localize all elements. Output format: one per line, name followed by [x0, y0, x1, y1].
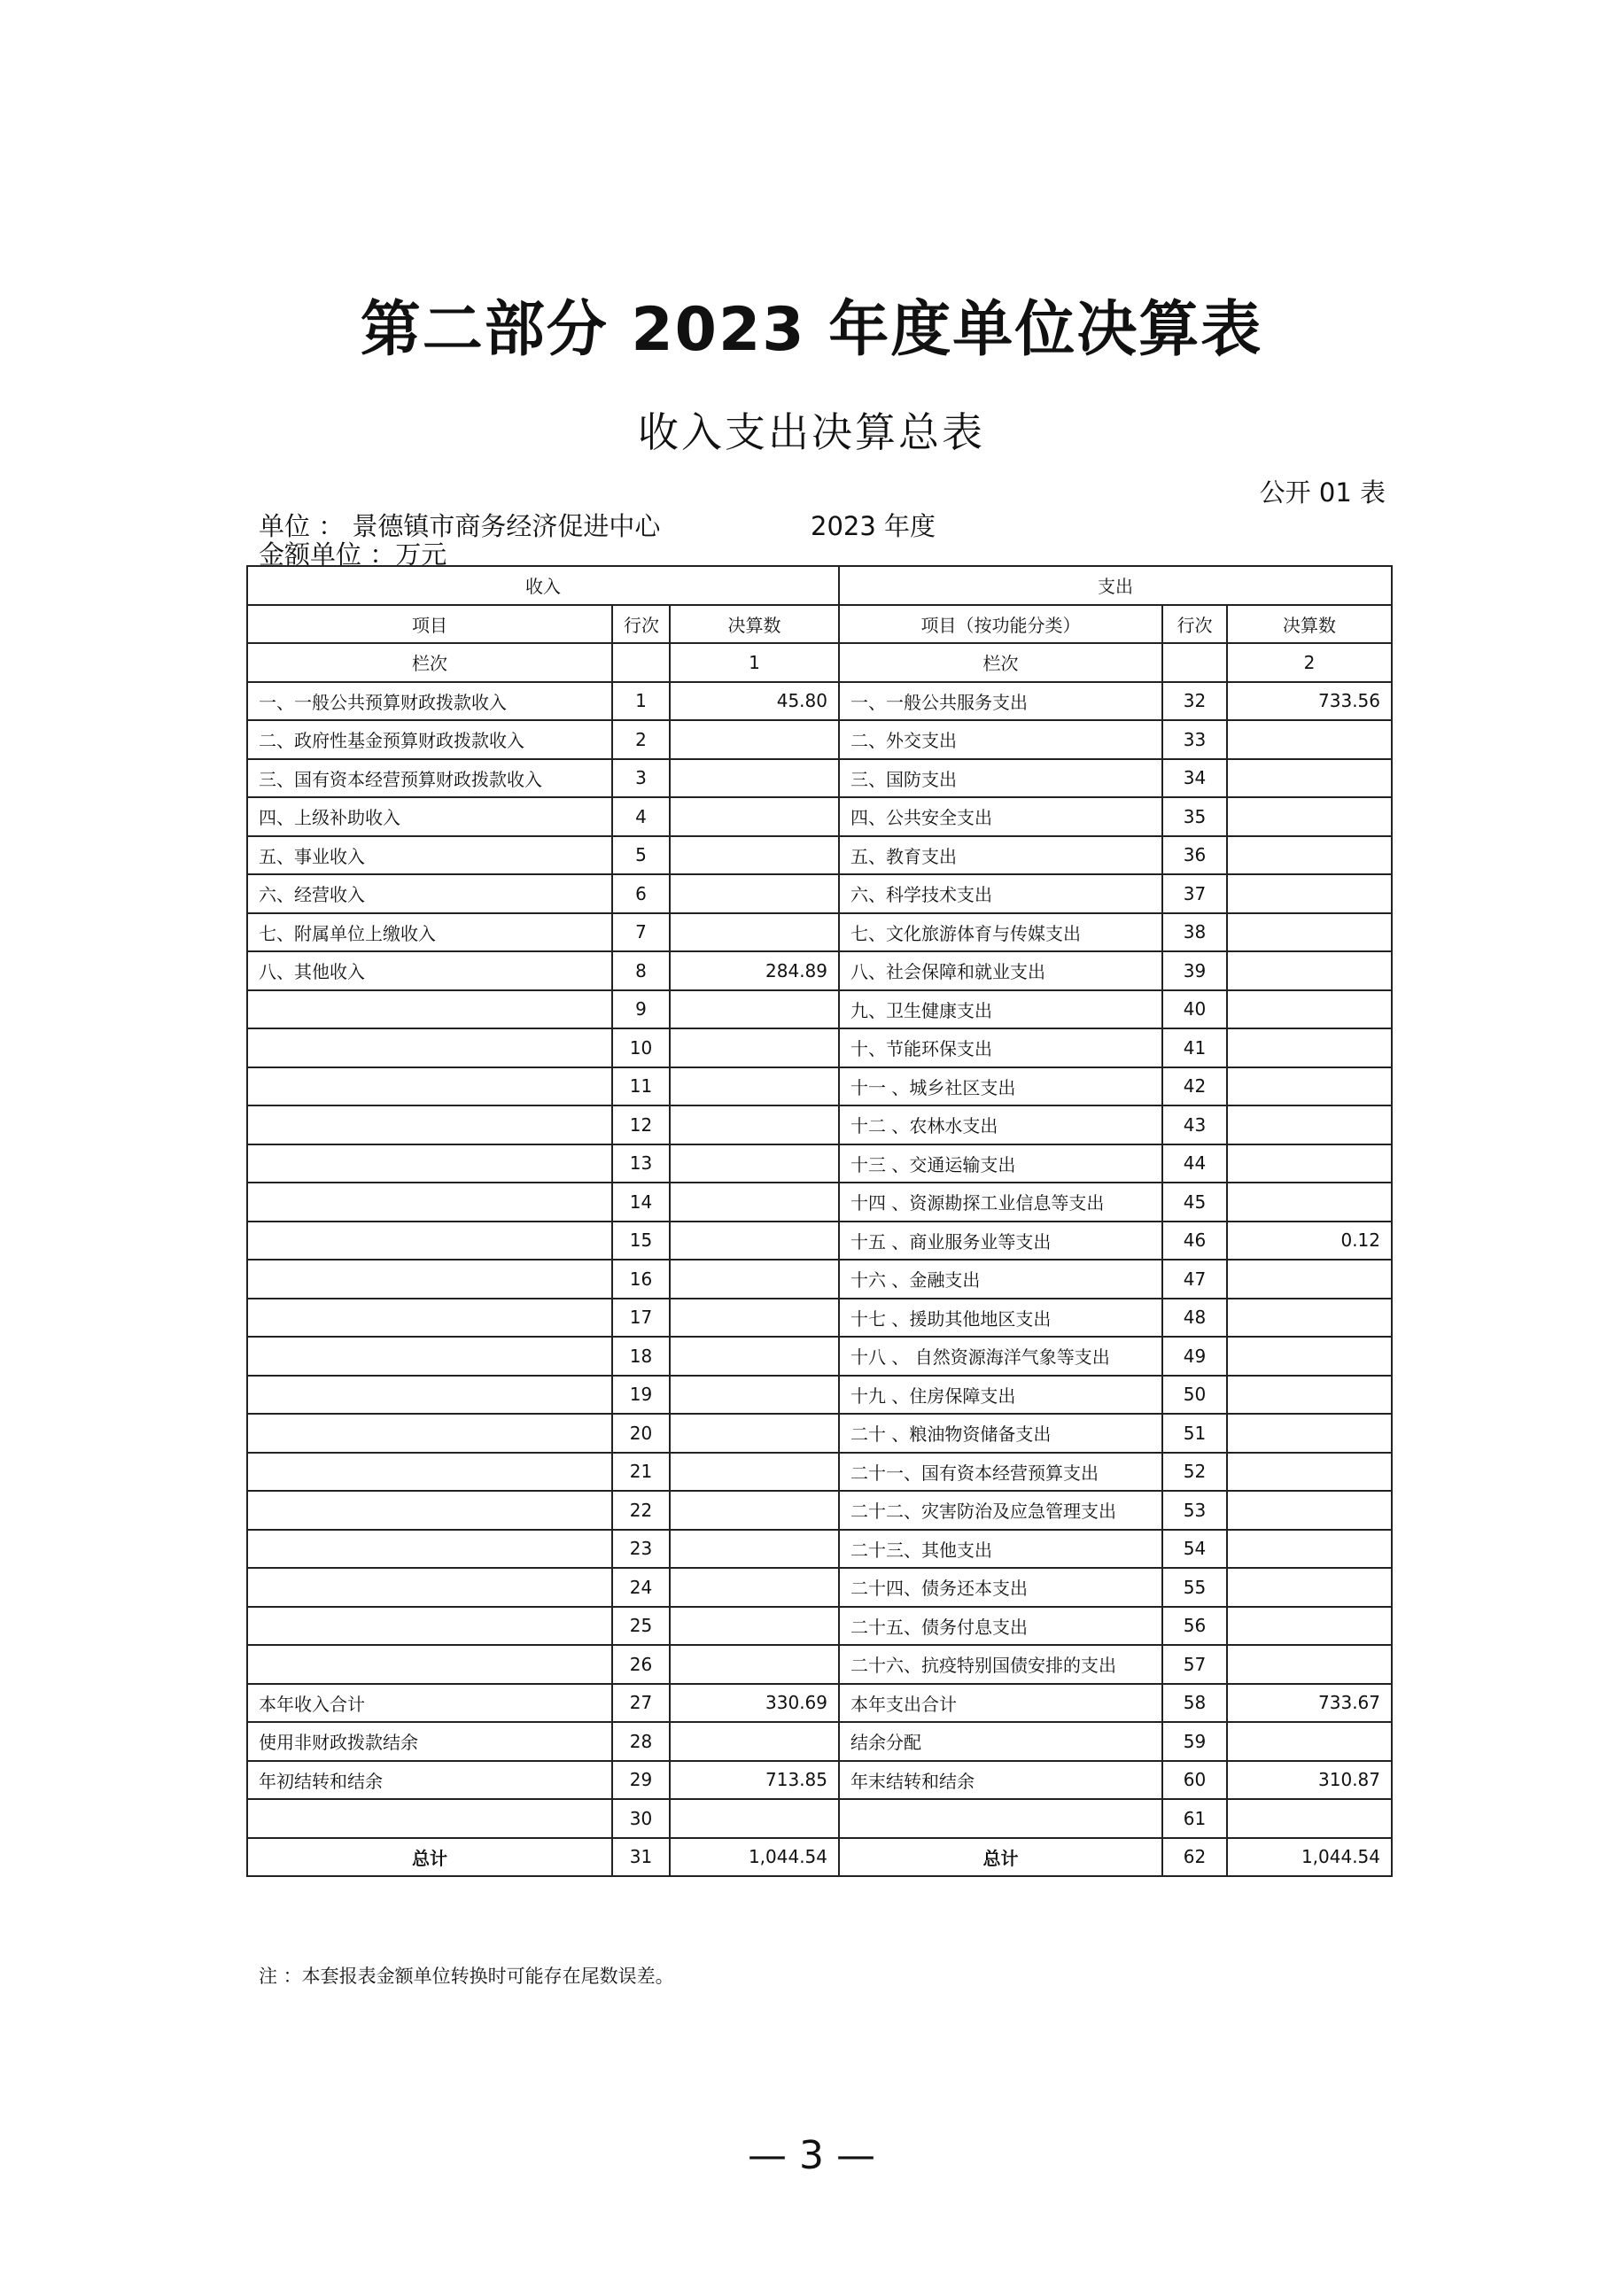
expense-amount-cell: 1,044.54	[1227, 1838, 1392, 1877]
income-item-cell	[247, 1568, 612, 1607]
income-row-number-cell: 12	[612, 1105, 670, 1144]
income-item-cell	[247, 1414, 612, 1453]
table-row	[247, 951, 1392, 990]
table-row	[247, 1105, 1392, 1144]
income-row-number-cell: 24	[612, 1568, 670, 1607]
table-row	[247, 1722, 1392, 1761]
income-row-number-cell: 26	[612, 1645, 670, 1684]
expense-item-cell: 十一 、城乡社区支出	[839, 1067, 1162, 1106]
expense-amount-cell	[1227, 1183, 1392, 1222]
income-item-cell	[247, 1607, 612, 1646]
income-item-cell	[247, 1067, 612, 1106]
income-item-cell	[247, 1376, 612, 1415]
section-header-row	[247, 566, 1392, 605]
expense-amount-cell	[1227, 1299, 1392, 1338]
expense-item-cell: 八、社会保障和就业支出	[839, 951, 1162, 990]
income-item-cell: 七、附属单位上缴收入	[247, 913, 612, 952]
expense-header: 支出	[839, 566, 1392, 605]
expense-item-cell: 十六 、金融支出	[839, 1260, 1162, 1299]
table-row	[247, 990, 1392, 1029]
income-amount-cell	[670, 1376, 839, 1415]
income-row-number-cell: 29	[612, 1761, 670, 1800]
income-amount-cell: 45.80	[670, 682, 839, 721]
expense-row-number-cell: 55	[1162, 1568, 1227, 1607]
income-amount-cell	[670, 990, 839, 1029]
expense-row-number-cell: 54	[1162, 1530, 1227, 1569]
expense-amount-cell: 310.87	[1227, 1761, 1392, 1800]
table-row	[247, 1761, 1392, 1800]
expense-amount-cell	[1227, 1568, 1392, 1607]
expense-row-number-cell: 52	[1162, 1453, 1227, 1492]
expense-amount-cell	[1227, 951, 1392, 990]
expense-item-cell: 十八 、 自然资源海洋气象等支出	[839, 1337, 1162, 1376]
table-row	[247, 1299, 1392, 1338]
income-item-cell	[247, 1183, 612, 1222]
income-item-cell: 六、经营收入	[247, 874, 612, 913]
table-row	[247, 1607, 1392, 1646]
table-row	[247, 1144, 1392, 1183]
table-row	[247, 1491, 1392, 1530]
income-amount-cell	[670, 1645, 839, 1684]
expense-amount-cell	[1227, 1453, 1392, 1492]
income-row-number-cell: 31	[612, 1838, 670, 1877]
table-row	[247, 1376, 1392, 1415]
income-amount-cell	[670, 874, 839, 913]
income-row-number-cell: 23	[612, 1530, 670, 1569]
table-row	[247, 797, 1392, 836]
income-amount-cell	[670, 1568, 839, 1607]
column-header-row	[247, 605, 1392, 644]
expense-row-number-cell: 57	[1162, 1645, 1227, 1684]
income-amount-cell	[670, 1028, 839, 1067]
expense-item-cell: 二十五、债务付息支出	[839, 1607, 1162, 1646]
expense-item-cell: 总计	[839, 1838, 1162, 1877]
income-item-cell	[247, 990, 612, 1029]
expense-amount-cell	[1227, 1260, 1392, 1299]
expense-row-number-cell: 60	[1162, 1761, 1227, 1800]
lanci-right-number: 2	[1227, 643, 1392, 682]
income-row-number-cell: 1	[612, 682, 670, 721]
expense-row-number-cell: 40	[1162, 990, 1227, 1029]
income-item-cell	[247, 1222, 612, 1260]
income-amount-cell	[670, 1799, 839, 1838]
income-row-number-cell: 19	[612, 1376, 670, 1415]
expense-row-number-cell: 34	[1162, 759, 1227, 798]
expense-amount-cell	[1227, 1028, 1392, 1067]
expense-row-number-cell: 43	[1162, 1105, 1227, 1144]
income-amount-cell	[670, 1453, 839, 1492]
income-item-cell: 总计	[247, 1838, 612, 1877]
expense-row-number-cell: 38	[1162, 913, 1227, 952]
income-row-number-cell: 30	[612, 1799, 670, 1838]
expense-item-cell: 十、节能环保支出	[839, 1028, 1162, 1067]
expense-item-cell	[839, 1799, 1162, 1838]
expense-row-number-cell: 44	[1162, 1144, 1227, 1183]
lanci-blank-right	[1162, 643, 1227, 682]
expense-item-cell: 二十 、粮油物资储备支出	[839, 1414, 1162, 1453]
expense-row-number-cell: 33	[1162, 720, 1227, 759]
income-row-number-cell: 13	[612, 1144, 670, 1183]
table-row	[247, 1530, 1392, 1569]
income-item-cell	[247, 1105, 612, 1144]
expense-amount-cell	[1227, 1607, 1392, 1646]
expense-item-cell: 年末结转和结余	[839, 1761, 1162, 1800]
income-row-number-cell: 25	[612, 1607, 670, 1646]
lanci-label-right: 栏次	[839, 643, 1162, 682]
expense-row-number-cell: 51	[1162, 1414, 1227, 1453]
table-row	[247, 1414, 1392, 1453]
unit-name: 单位 ： 景德镇市商务经济促进中心	[259, 511, 661, 541]
expense-row-number-cell: 56	[1162, 1607, 1227, 1646]
income-amount-cell	[670, 836, 839, 875]
income-item-cell	[247, 1144, 612, 1183]
income-row-number-cell: 4	[612, 797, 670, 836]
col-row-header: 行次	[612, 605, 670, 644]
table-row	[247, 1645, 1392, 1684]
expense-amount-cell	[1227, 836, 1392, 875]
expense-row-number-cell: 35	[1162, 797, 1227, 836]
expense-item-cell: 本年支出合计	[839, 1684, 1162, 1723]
income-row-number-cell: 27	[612, 1684, 670, 1723]
col-amount-header-right: 决算数	[1227, 605, 1392, 644]
expense-amount-cell	[1227, 1337, 1392, 1376]
income-row-number-cell: 11	[612, 1067, 670, 1106]
col-item-header: 项目	[247, 605, 612, 644]
expense-amount-cell	[1227, 797, 1392, 836]
expense-item-cell: 二十六、抗疫特别国债安排的支出	[839, 1645, 1162, 1684]
expense-amount-cell	[1227, 1799, 1392, 1838]
expense-item-cell: 九、卫生健康支出	[839, 990, 1162, 1029]
income-row-number-cell: 28	[612, 1722, 670, 1761]
income-amount-cell	[670, 759, 839, 798]
income-row-number-cell: 8	[612, 951, 670, 990]
income-amount-cell	[670, 1260, 839, 1299]
lanci-left-number: 1	[670, 643, 839, 682]
income-amount-cell	[670, 720, 839, 759]
page-title: 第二部分 2023 年度单位决算表	[360, 295, 1263, 365]
income-item-cell	[247, 1530, 612, 1569]
lanci-blank	[612, 643, 670, 682]
income-amount-cell	[670, 1530, 839, 1569]
expense-row-number-cell: 50	[1162, 1376, 1227, 1415]
income-item-cell: 八、其他收入	[247, 951, 612, 990]
footnote: 注 ：本套报表金额单位转换时可能存在尾数误差。	[259, 1966, 674, 1987]
expense-item-cell: 六、科学技术支出	[839, 874, 1162, 913]
expense-amount-cell	[1227, 1530, 1392, 1569]
income-header: 收入	[247, 566, 839, 605]
table-row	[247, 720, 1392, 759]
expense-item-cell: 二十一、国有资本经营预算支出	[839, 1453, 1162, 1492]
expense-row-number-cell: 32	[1162, 682, 1227, 721]
income-item-cell	[247, 1645, 612, 1684]
total-row	[247, 1838, 1392, 1877]
income-amount-cell	[670, 1183, 839, 1222]
expense-row-number-cell: 42	[1162, 1067, 1227, 1106]
table-row	[247, 874, 1392, 913]
expense-item-cell: 二十四、债务还本支出	[839, 1568, 1162, 1607]
expense-amount-cell: 0.12	[1227, 1222, 1392, 1260]
income-amount-cell	[670, 1414, 839, 1453]
table-row	[247, 759, 1392, 798]
expense-amount-cell	[1227, 1414, 1392, 1453]
table-row	[247, 1067, 1392, 1106]
expense-item-cell: 一、一般公共服务支出	[839, 682, 1162, 721]
expense-row-number-cell: 39	[1162, 951, 1227, 990]
column-number-row	[247, 643, 1392, 682]
fiscal-year: 2023 年度	[811, 511, 936, 541]
income-expense-table	[246, 565, 1393, 1877]
table-row	[247, 836, 1392, 875]
income-item-cell: 三、国有资本经营预算财政拨款收入	[247, 759, 612, 798]
income-amount-cell	[670, 797, 839, 836]
income-row-number-cell: 2	[612, 720, 670, 759]
table-row	[247, 1260, 1392, 1299]
expense-amount-cell	[1227, 913, 1392, 952]
income-item-cell: 二、政府性基金预算财政拨款收入	[247, 720, 612, 759]
income-item-cell: 年初结转和结余	[247, 1761, 612, 1800]
income-amount-cell: 1,044.54	[670, 1838, 839, 1877]
lanci-label: 栏次	[247, 643, 612, 682]
income-item-cell: 一、一般公共预算财政拨款收入	[247, 682, 612, 721]
income-item-cell	[247, 1453, 612, 1492]
expense-amount-cell	[1227, 1722, 1392, 1761]
expense-amount-cell: 733.56	[1227, 682, 1392, 721]
income-item-cell: 五、事业收入	[247, 836, 612, 875]
income-row-number-cell: 17	[612, 1299, 670, 1338]
table-row	[247, 1028, 1392, 1067]
expense-item-cell: 十九 、住房保障支出	[839, 1376, 1162, 1415]
income-row-number-cell: 9	[612, 990, 670, 1029]
income-row-number-cell: 14	[612, 1183, 670, 1222]
expense-item-cell: 七、文化旅游体育与传媒支出	[839, 913, 1162, 952]
income-row-number-cell: 21	[612, 1453, 670, 1492]
col-item-func-header: 项目（按功能分类）	[839, 605, 1162, 644]
income-item-cell	[247, 1028, 612, 1067]
expense-amount-cell	[1227, 874, 1392, 913]
expense-row-number-cell: 41	[1162, 1028, 1227, 1067]
income-amount-cell: 330.69	[670, 1684, 839, 1723]
income-row-number-cell: 20	[612, 1414, 670, 1453]
table-row	[247, 1568, 1392, 1607]
income-amount-cell	[670, 913, 839, 952]
income-amount-cell	[670, 1067, 839, 1106]
expense-item-cell: 十四 、资源勘探工业信息等支出	[839, 1183, 1162, 1222]
table-row	[247, 1684, 1392, 1723]
expense-item-cell: 二、外交支出	[839, 720, 1162, 759]
expense-amount-cell	[1227, 990, 1392, 1029]
income-item-cell: 四、上级补助收入	[247, 797, 612, 836]
expense-item-cell: 结余分配	[839, 1722, 1162, 1761]
expense-amount-cell	[1227, 1491, 1392, 1530]
expense-item-cell: 四、公共安全支出	[839, 797, 1162, 836]
income-item-cell: 本年收入合计	[247, 1684, 612, 1723]
income-row-number-cell: 3	[612, 759, 670, 798]
table-title: 收入支出决算总表	[638, 408, 985, 456]
expense-item-cell: 二十二、灾害防治及应急管理支出	[839, 1491, 1162, 1530]
income-row-number-cell: 5	[612, 836, 670, 875]
income-row-number-cell: 6	[612, 874, 670, 913]
expense-item-cell: 十五 、商业服务业等支出	[839, 1222, 1162, 1260]
table-row	[247, 1222, 1392, 1260]
income-item-cell	[247, 1337, 612, 1376]
expense-row-number-cell: 62	[1162, 1838, 1227, 1877]
income-amount-cell	[670, 1144, 839, 1183]
income-item-cell	[247, 1799, 612, 1838]
income-row-number-cell: 22	[612, 1491, 670, 1530]
table-row	[247, 682, 1392, 721]
expense-item-cell: 三、国防支出	[839, 759, 1162, 798]
income-item-cell: 使用非财政拨款结余	[247, 1722, 612, 1761]
expense-row-number-cell: 59	[1162, 1722, 1227, 1761]
income-item-cell	[247, 1491, 612, 1530]
form-number: 公开 01 表	[1259, 477, 1386, 508]
income-amount-cell	[670, 1105, 839, 1144]
expense-item-cell: 十二 、农林水支出	[839, 1105, 1162, 1144]
income-row-number-cell: 7	[612, 913, 670, 952]
income-item-cell	[247, 1260, 612, 1299]
expense-row-number-cell: 46	[1162, 1222, 1227, 1260]
income-row-number-cell: 18	[612, 1337, 670, 1376]
expense-amount-cell	[1227, 759, 1392, 798]
expense-row-number-cell: 61	[1162, 1799, 1227, 1838]
page-number: — 3 —	[748, 2133, 875, 2178]
expense-row-number-cell: 58	[1162, 1684, 1227, 1723]
income-row-number-cell: 15	[612, 1222, 670, 1260]
expense-amount-cell	[1227, 1376, 1392, 1415]
income-row-number-cell: 16	[612, 1260, 670, 1299]
expense-row-number-cell: 47	[1162, 1260, 1227, 1299]
table-row	[247, 1183, 1392, 1222]
expense-amount-cell	[1227, 1144, 1392, 1183]
expense-item-cell: 五、教育支出	[839, 836, 1162, 875]
income-amount-cell	[670, 1607, 839, 1646]
amount-unit: 金额单位 ：万元	[259, 539, 447, 570]
expense-item-cell: 十七 、援助其他地区支出	[839, 1299, 1162, 1338]
income-amount-cell: 713.85	[670, 1761, 839, 1800]
expense-row-number-cell: 45	[1162, 1183, 1227, 1222]
col-amount-header: 决算数	[670, 605, 839, 644]
expense-amount-cell	[1227, 1645, 1392, 1684]
expense-row-number-cell: 48	[1162, 1299, 1227, 1338]
income-row-number-cell: 10	[612, 1028, 670, 1067]
expense-row-number-cell: 37	[1162, 874, 1227, 913]
expense-row-number-cell: 53	[1162, 1491, 1227, 1530]
income-amount-cell	[670, 1722, 839, 1761]
expense-amount-cell: 733.67	[1227, 1684, 1392, 1723]
income-item-cell	[247, 1299, 612, 1338]
expense-row-number-cell: 36	[1162, 836, 1227, 875]
expense-amount-cell	[1227, 720, 1392, 759]
expense-row-number-cell: 49	[1162, 1337, 1227, 1376]
expense-item-cell: 二十三、其他支出	[839, 1530, 1162, 1569]
income-amount-cell	[670, 1491, 839, 1530]
expense-amount-cell	[1227, 1067, 1392, 1106]
table-row	[247, 1453, 1392, 1492]
table-row	[247, 913, 1392, 952]
col-row-header-right: 行次	[1162, 605, 1227, 644]
income-amount-cell: 284.89	[670, 951, 839, 990]
expense-item-cell: 十三 、交通运输支出	[839, 1144, 1162, 1183]
income-amount-cell	[670, 1222, 839, 1260]
income-amount-cell	[670, 1337, 839, 1376]
income-amount-cell	[670, 1299, 839, 1338]
table-row	[247, 1337, 1392, 1376]
table-row	[247, 1799, 1392, 1838]
expense-amount-cell	[1227, 1105, 1392, 1144]
